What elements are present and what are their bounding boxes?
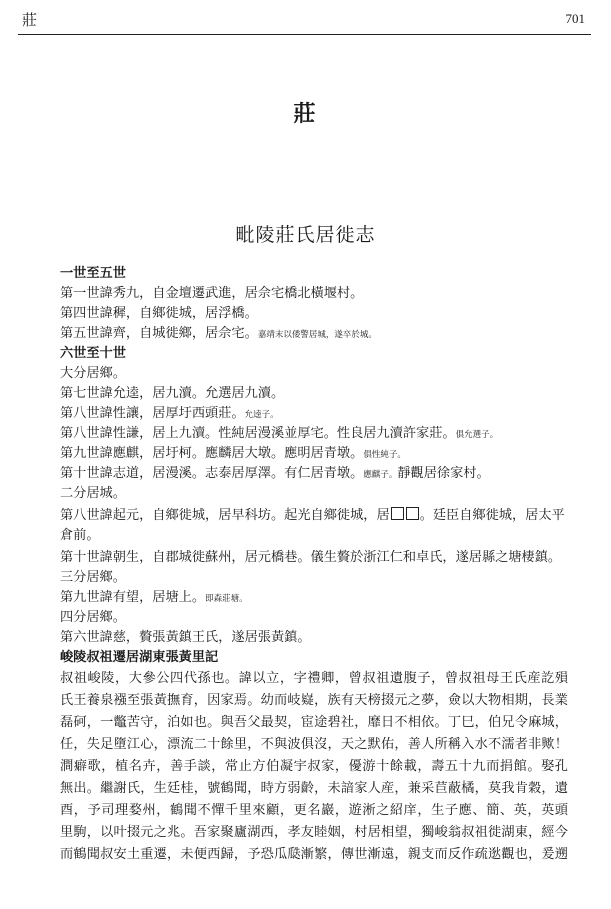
text-line: 第九世諱有望，居塘上。即森莊塘。 — [60, 590, 248, 605]
text-line: 第八世諱性讓，居厚圩西頭莊。允逵子。 — [60, 406, 279, 421]
inline-note: 俱性純子。 — [363, 450, 406, 460]
subheading: 六世至十世 — [60, 346, 126, 361]
inline-note: 應麒子。 — [363, 470, 398, 480]
document-title: 毗陵莊氏居徙志 — [235, 224, 376, 246]
header-rule — [18, 34, 591, 35]
text-line: 第六世諱慈，贅張黃鎮王氏，遂居張黃鎮。 — [60, 630, 311, 645]
text-line: 第四世諱穉，自鄉徙城，居浮橋。 — [60, 306, 258, 321]
page-number: 701 — [565, 11, 585, 26]
paragraph-line: 而鶴聞叔安土重遷，未便西歸，予恐瓜瓞漸繁，傳世漸遠，親支而反作疏逖觀也，爰遡 — [60, 847, 568, 862]
paragraph-line: 無出。繼謝氏，生廷桂，號鶴聞，時方弱齡，未諳家人産，兼采苣蔽橘，莫我肯穀，遺 — [60, 781, 568, 796]
text-line: 第七世諱允逵，居九瀆。允選居九瀆。 — [60, 386, 285, 401]
text-line: 第十世諱志道，居漫溪。志泰居厚澤。有仁居青墩。應麒子。靜觀居徐家村。 — [60, 466, 490, 481]
paragraph-line: 磊砢，一鼈苦守，泊如也。與吾父最契，宦途碧社，靡日不相依。丁巳，伯兄令麻城， — [60, 715, 568, 730]
text-line: 第八世諱起元，自鄉徙城，居早科坊。起光自鄉徙城，居 。廷臣自鄉徙城，居太平 — [60, 508, 565, 523]
inline-note: 嘉靖末以倭警居城，遂卒於城。 — [257, 330, 377, 340]
text-line: 四分居鄉。 — [60, 610, 126, 625]
paragraph-line: 氏王養泉襁至張黃撫育，因家焉。幼而岐嶷，族有天榜掇元之夢，僉以大物相期，長業 — [60, 693, 568, 708]
paragraph-line: 里駒，以叶掇元之兆。吾家聚廬湖西，孝友睦姻，村居相望，獨峻翁叔祖徙湖東，經今 — [60, 825, 568, 840]
inline-note: 即森莊塘。 — [205, 594, 248, 604]
text-line: 大分居鄉。 — [60, 366, 126, 381]
inline-note: 允逵子。 — [244, 410, 279, 420]
paragraph-line: 酉，予司理婺州，鶴聞不憚千里來顧，更名巖，遊淅之紹庠，生子應、簡、英，英頭 — [60, 803, 568, 818]
text-line: 三分居鄉。 — [60, 570, 126, 585]
inline-note: 俱允選子。 — [455, 430, 499, 440]
text-line: 第五世諱齊，自城徙鄉，居佘宅。嘉靖末以倭警居城，遂卒於城。 — [60, 326, 377, 341]
paragraph-line: 澗癖歌，植名卉，善手談，常止方伯凝宇叔家，優游十餘載，壽五十九而捐館。娶孔 — [60, 759, 568, 774]
text-line: 二分居城。 — [60, 486, 126, 501]
subheading: 一世至五世 — [60, 266, 126, 281]
text-line: 第八世諱性謙，居上九瀆。性純居漫溪並厚宅。性良居九瀆許家莊。俱允選子。 — [60, 426, 499, 441]
running-header-section: 莊 — [22, 11, 38, 29]
paragraph-line: 任，失足墮江心，漂流二十餘里，不與波俱沒，天之默佑，善人所稱入水不濡者非歟！ — [60, 737, 568, 752]
missing-character-box — [406, 507, 419, 520]
text-line: 第九世諱應麒，居圩柯。應麟居大墩。應明居青墩。俱性純子。 — [60, 446, 406, 461]
text-line: 倉前。 — [60, 528, 100, 543]
subheading: 峻陵叔祖遷居湖東張黃里記 — [60, 650, 219, 665]
text-line: 第十世諱朝生，自郡城徙蘇州，居元橋巷。儀生贅於浙江仁和卓氏，遂居縣之塘棲鎮。 — [60, 550, 562, 565]
chapter-title: 莊 — [293, 101, 318, 127]
paragraph-line: 叔祖峻陵，大參公四代孫也。諱以立，字禮卿，曾叔祖遺腹子，曾叔祖母王氏産訖殞 — [60, 671, 568, 686]
missing-character-box — [391, 507, 404, 520]
text-line: 第一世諱秀九，自金壇遷武進，居佘宅橋北橫堰村。 — [60, 286, 364, 301]
